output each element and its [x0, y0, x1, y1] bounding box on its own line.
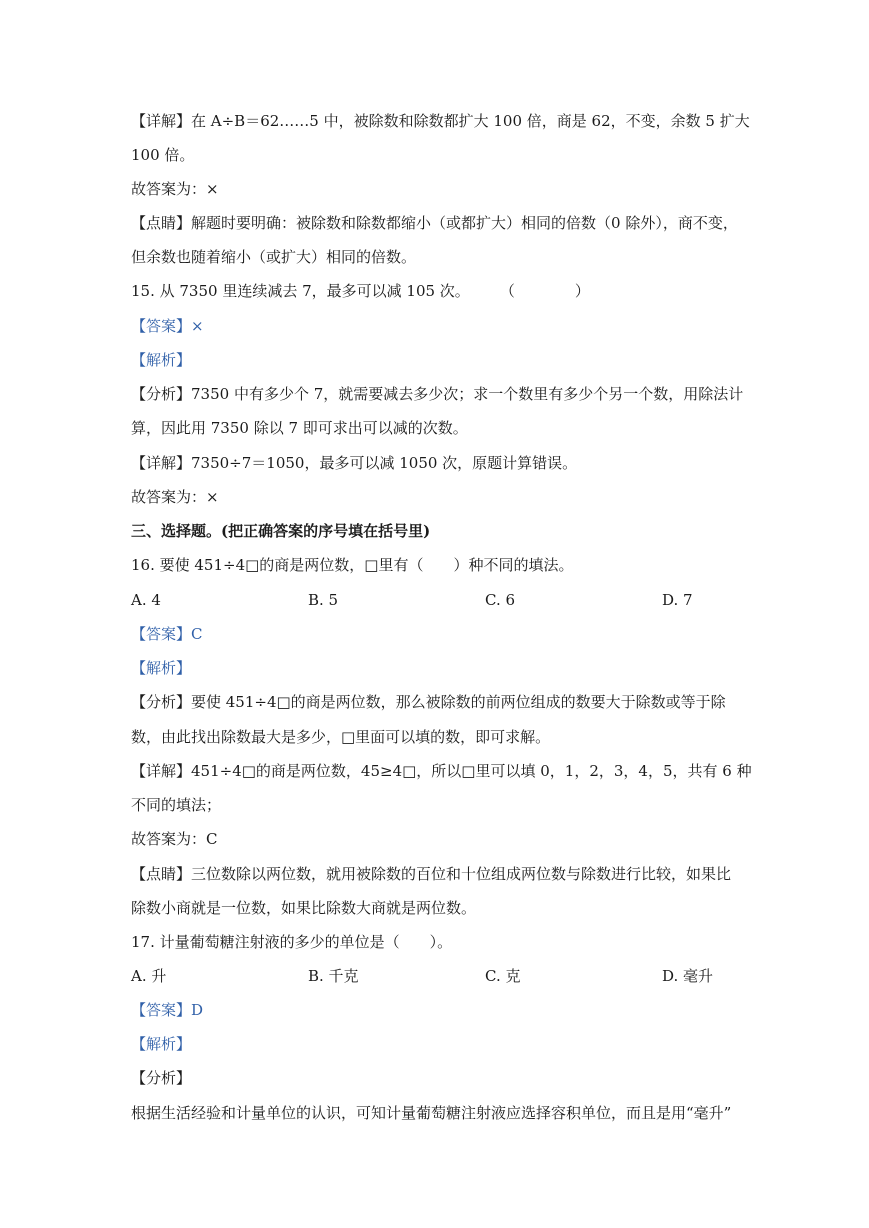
q14-conclusion: 故答案为：× [131, 180, 219, 198]
q15-analysis-line-2: 算，因此用 7350 除以 7 即可求出可以减的次数。 [131, 419, 468, 437]
q16-detail-line-1: 【详解】451÷4□的商是两位数，45≥4□，所以□里可以填 0，1，2，3，4，5，共有 6 种 [131, 762, 752, 780]
q14-detail-line-1: 【详解】在 A÷B＝62……5 中，被除数和除数都扩大 100 倍，商是 62，不变，余数 5 扩大 [131, 112, 750, 130]
q16-tip-line-1: 【点睛】三位数除以两位数，就用被除数的百位和十位组成两位数与除数进行比较，如果比 [131, 865, 732, 883]
q16-answer: 【答案】C [131, 625, 203, 643]
q17-analysis-heading: 【分析】 [131, 1069, 192, 1087]
q16-option-a: A. 4 [131, 591, 161, 609]
q17-option-d: D. 毫升 [662, 967, 714, 985]
q15-question: 15. 从 7350 里连续减去 7，最多可以减 105 次。 （ ） [131, 282, 590, 300]
q16-conclusion: 故答案为：C [131, 830, 218, 848]
q15-detail: 【详解】7350÷7＝1050，最多可以减 1050 次，原题计算错误。 [131, 454, 578, 472]
q17-option-b: B. 千克 [308, 967, 359, 985]
q17-option-c: C. 克 [485, 967, 521, 985]
q15-analysis-line-1: 【分析】7350 中有多少个 7，就需要减去多少次；求一个数里有多少个另一个数，用除法计 [131, 385, 744, 403]
q16-analysis-line-2: 数，由此找出除数最大是多少，□里面可以填的数，即可求解。 [131, 728, 551, 746]
q14-tip-line-2: 但余数也随着缩小（或扩大）相同的倍数。 [131, 248, 417, 266]
q16-option-b: B. 5 [308, 591, 339, 609]
q17-answer: 【答案】D [131, 1001, 204, 1019]
q16-option-c: C. 6 [485, 591, 516, 609]
q15-analysis-label: 【解析】 [131, 351, 192, 369]
q16-tip-line-2: 除数小商就是一位数，如果比除数大商就是两位数。 [131, 899, 477, 917]
q16-question: 16. 要使 451÷4□的商是两位数，□里有（ ）种不同的填法。 [131, 556, 574, 574]
q17-analysis-line-1: 根据生活经验和计量单位的认识，可知计量葡萄糖注射液应选择容积单位，而且是用“毫升” [131, 1104, 732, 1122]
q16-option-d: D. 7 [662, 591, 693, 609]
q14-detail-line-2: 100 倍。 [131, 146, 195, 164]
q15-answer: 【答案】× [131, 317, 204, 335]
q17-question: 17. 计量葡萄糖注射液的多少的单位是（ ）。 [131, 933, 453, 951]
q14-tip-line-1: 【点睛】解题时要明确：被除数和除数都缩小（或都扩大）相同的倍数（0 除外），商不变， [131, 214, 738, 232]
q15-conclusion: 故答案为：× [131, 488, 219, 506]
section-heading: 三、选择题。(把正确答案的序号填在括号里) [131, 522, 431, 540]
q16-analysis-line-1: 【分析】要使 451÷4□的商是两位数，那么被除数的前两位组成的数要大于除数或等于除 [131, 693, 726, 711]
q16-detail-line-2: 不同的填法； [131, 796, 222, 814]
q17-analysis-label: 【解析】 [131, 1035, 192, 1053]
q17-option-a: A. 升 [131, 967, 167, 985]
q16-analysis-label: 【解析】 [131, 659, 192, 677]
